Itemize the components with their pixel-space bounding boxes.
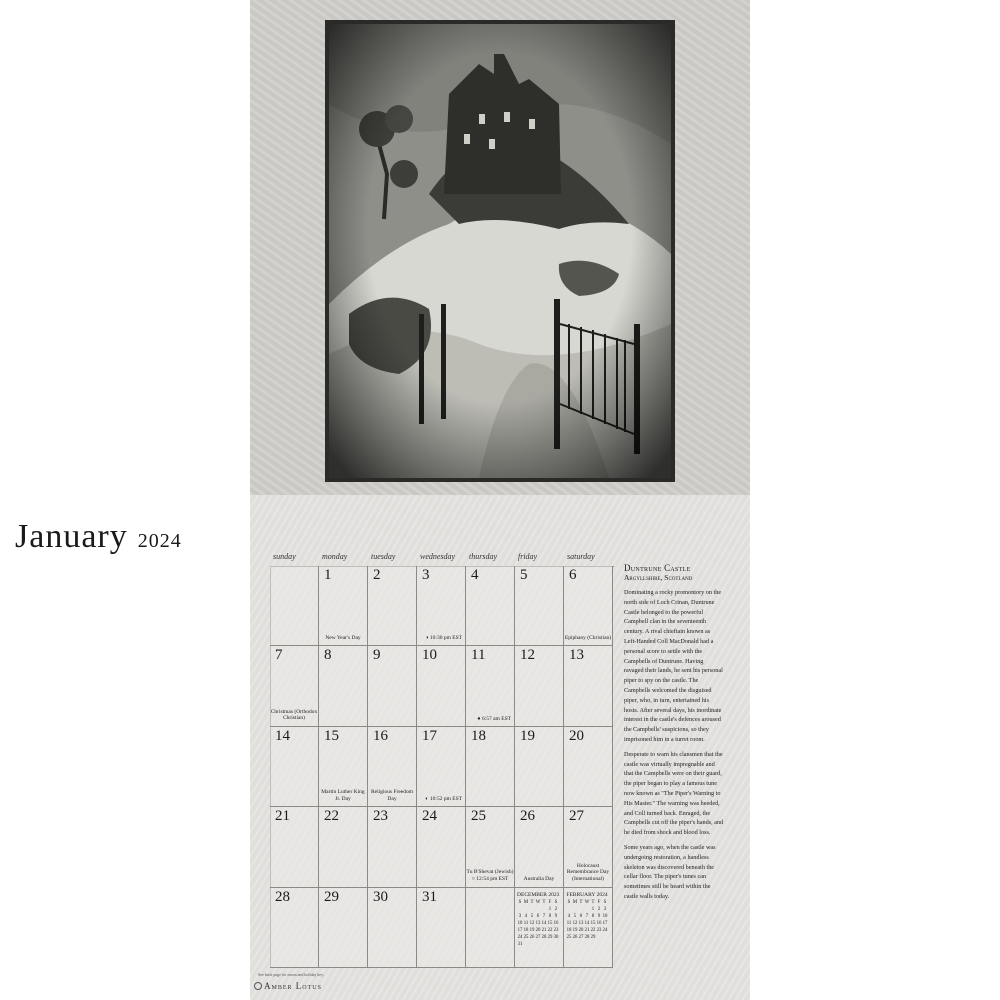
mini-day: 17 bbox=[517, 927, 523, 933]
weekday-label: sunday bbox=[273, 552, 296, 561]
day-cell bbox=[368, 727, 417, 807]
mini-weekday: S bbox=[518, 899, 522, 905]
day-cell bbox=[417, 566, 466, 646]
mini-weekday: M bbox=[572, 899, 578, 905]
lotus-logo-icon bbox=[254, 982, 262, 990]
mini-day: 21 bbox=[541, 927, 547, 933]
month-year: 2024 bbox=[137, 530, 182, 552]
mini-day: 1 bbox=[591, 906, 595, 912]
weekday-label: thursday bbox=[469, 552, 497, 561]
day-number: 17 bbox=[422, 727, 437, 744]
day-number: 9 bbox=[373, 647, 381, 664]
day-number: 4 bbox=[471, 567, 479, 583]
day-number: 16 bbox=[373, 727, 388, 744]
mini-calendar-february bbox=[566, 892, 608, 941]
day-cell bbox=[515, 727, 564, 807]
mini-day: 4 bbox=[567, 913, 571, 919]
day-cell bbox=[417, 646, 466, 726]
day-cell bbox=[564, 566, 613, 646]
mini-weekday: S bbox=[603, 899, 607, 905]
holiday-note: Religious Freedom Day bbox=[370, 789, 413, 802]
mini-day: 20 bbox=[578, 927, 584, 933]
mini-day: 18 bbox=[566, 927, 572, 933]
photo-panel bbox=[250, 0, 750, 495]
weekday-label: wednesday bbox=[420, 552, 456, 561]
mini-day: 15 bbox=[590, 920, 596, 926]
mini-day: 8 bbox=[548, 913, 552, 919]
mini-weekday: W bbox=[584, 899, 590, 905]
calendar-grid bbox=[270, 566, 614, 968]
mini-day: 14 bbox=[541, 920, 547, 926]
mini-day: 28 bbox=[584, 934, 590, 940]
mini-day: 23 bbox=[596, 927, 602, 933]
day-number: 22 bbox=[324, 808, 339, 825]
mini-day: 9 bbox=[554, 913, 558, 919]
mini-day: 25 bbox=[566, 934, 572, 940]
day-number: 21 bbox=[275, 808, 290, 825]
day-cell bbox=[564, 888, 613, 968]
mini-day: 7 bbox=[542, 913, 546, 919]
day-cell bbox=[319, 727, 368, 807]
mini-day: 24 bbox=[517, 934, 523, 940]
day-number: 2 bbox=[373, 567, 381, 583]
day-cell bbox=[466, 646, 515, 726]
castle-photo bbox=[329, 24, 671, 478]
day-cell bbox=[368, 646, 417, 726]
mini-day: 11 bbox=[566, 920, 572, 926]
mini-day: 26 bbox=[529, 934, 535, 940]
mini-day: 11 bbox=[523, 920, 529, 926]
mini-day: 4 bbox=[524, 913, 528, 919]
day-number: 28 bbox=[275, 888, 290, 905]
mini-calendar-december bbox=[517, 892, 559, 948]
mini-day: 23 bbox=[553, 927, 559, 933]
mini-weekday: S bbox=[567, 899, 571, 905]
mini-day: 5 bbox=[573, 913, 577, 919]
mini-day: 20 bbox=[535, 927, 541, 933]
day-number: 1 bbox=[324, 567, 332, 583]
day-number: 3 bbox=[422, 567, 430, 583]
day-cell bbox=[564, 646, 613, 726]
day-cell bbox=[564, 727, 613, 807]
weekday-label: monday bbox=[322, 552, 348, 561]
weekday-header-row bbox=[270, 552, 614, 566]
mini-day: 29 bbox=[547, 934, 553, 940]
day-cell bbox=[368, 807, 417, 887]
day-cell bbox=[466, 727, 515, 807]
day-number: 24 bbox=[422, 808, 437, 825]
day-cell bbox=[515, 566, 564, 646]
mini-day: 24 bbox=[602, 927, 608, 933]
day-cell bbox=[466, 888, 515, 968]
mini-day: 21 bbox=[584, 927, 590, 933]
day-number: 27 bbox=[569, 808, 584, 825]
day-number: 6 bbox=[569, 567, 577, 583]
day-number: 30 bbox=[373, 888, 388, 905]
location-description bbox=[624, 563, 724, 907]
mini-day: 9 bbox=[597, 913, 601, 919]
day-number: 31 bbox=[422, 888, 437, 905]
mini-day: 8 bbox=[591, 913, 595, 919]
mini-day: 18 bbox=[523, 927, 529, 933]
weekday-label: saturday bbox=[567, 552, 595, 561]
day-number: 11 bbox=[471, 647, 486, 664]
mini-day: 12 bbox=[572, 920, 578, 926]
mini-day: 22 bbox=[590, 927, 596, 933]
mini-weekday: F bbox=[548, 899, 552, 905]
holiday-note: Holocaust Remembrance Day (International) bbox=[566, 862, 610, 882]
mini-day: 31 bbox=[517, 941, 523, 947]
mini-day: 10 bbox=[517, 920, 523, 926]
mini-day: 6 bbox=[579, 913, 583, 919]
mini-day: 30 bbox=[553, 934, 559, 940]
mini-day: 29 bbox=[590, 934, 596, 940]
weekday-label: tuesday bbox=[371, 552, 396, 561]
mini-day: 22 bbox=[547, 927, 553, 933]
mini-day: 19 bbox=[572, 927, 578, 933]
day-cell bbox=[515, 646, 564, 726]
mini-day: 27 bbox=[578, 934, 584, 940]
day-cell bbox=[466, 807, 515, 887]
mini-day: 2 bbox=[554, 906, 558, 912]
photo-frame bbox=[325, 20, 675, 482]
mini-day: 10 bbox=[602, 913, 608, 919]
day-cell bbox=[270, 727, 319, 807]
day-cell bbox=[564, 807, 613, 887]
day-number: 25 bbox=[471, 808, 486, 825]
day-cell bbox=[270, 888, 319, 968]
mini-day bbox=[553, 941, 559, 948]
day-cell bbox=[319, 807, 368, 887]
mini-weekday: T bbox=[591, 899, 595, 905]
description-paragraph: Desperate to warn his clansmen that the castle was virtually impregnable and that the Campbells were on their guard, the piper began to play a famous tune now known as "The Piper's Warning to His Master." The warning was heeded, and Coll turned back. Enraged, the Campbells cut off the piper's hands, and he died from shock and blood loss. bbox=[624, 750, 724, 837]
mini-day: 13 bbox=[578, 920, 584, 926]
mini-day: 16 bbox=[596, 920, 602, 926]
mini-day: 16 bbox=[553, 920, 559, 926]
location-subtitle: Argyllshire, Scotland bbox=[624, 573, 693, 582]
mini-day: 12 bbox=[529, 920, 535, 926]
holiday-note: New Year's Day bbox=[325, 634, 361, 641]
day-cell bbox=[319, 888, 368, 968]
mini-weekday: M bbox=[523, 899, 529, 905]
day-cell bbox=[319, 566, 368, 646]
mini-day: 3 bbox=[603, 906, 607, 912]
description-paragraph: Dominating a rocky promontory on the north side of Loch Crinan, Duntrune Castle belonged to the powerful Campbell clan in the seventeenth century. A rival chieftain known as Left-Handed Coll MacDonald had a personal score to settle with the Campbells of Duntrune. Having ravaged their lands, he sent his personal piper to spy on the castle. The Campbells welcomed the disguised piper, who, in turn, entertained his hosts. After several days, his inordinate interest in the castle's defences aroused the Campbells' suspicions, so they imprisoned him in a turret room. bbox=[624, 589, 723, 743]
day-cell bbox=[417, 888, 466, 968]
holiday-note: Australia Day bbox=[523, 875, 555, 882]
day-cell bbox=[368, 566, 417, 646]
day-number: 19 bbox=[520, 727, 535, 744]
day-number: 5 bbox=[520, 567, 528, 583]
mini-day: 7 bbox=[585, 913, 589, 919]
mini-day: 15 bbox=[547, 920, 553, 926]
mini-day: 3 bbox=[518, 913, 522, 919]
day-cell bbox=[466, 566, 515, 646]
day-cell bbox=[270, 807, 319, 887]
mini-day: 5 bbox=[530, 913, 534, 919]
mini-day: 25 bbox=[523, 934, 529, 940]
day-number: 29 bbox=[324, 888, 339, 905]
holiday-note: Christmas (Orthodox Christian) bbox=[270, 708, 318, 722]
day-number: 20 bbox=[569, 727, 584, 744]
mini-weekday: T bbox=[579, 899, 583, 905]
mini-day: 27 bbox=[535, 934, 541, 940]
mini-calendar-title: FEBRUARY 2024 bbox=[566, 891, 608, 898]
location-title: Duntrune Castle bbox=[624, 563, 691, 573]
mini-day: 13 bbox=[535, 920, 541, 926]
mini-weekday: T bbox=[542, 899, 546, 905]
mini-weekday: S bbox=[554, 899, 558, 905]
day-number: 12 bbox=[520, 647, 535, 664]
moon-phase-note: ◐ 10:52 pm EST bbox=[425, 796, 462, 803]
day-cell bbox=[368, 888, 417, 968]
footer-note: See back page for moon and holiday key. bbox=[258, 972, 324, 977]
day-cell bbox=[515, 807, 564, 887]
day-cell bbox=[319, 646, 368, 726]
day-number: 18 bbox=[471, 727, 486, 744]
mini-day: 28 bbox=[541, 934, 547, 940]
moon-phase-note: ● 6:57 am EST bbox=[477, 715, 511, 722]
day-number: 7 bbox=[275, 647, 283, 664]
mini-day: 14 bbox=[584, 920, 590, 926]
day-number: 15 bbox=[324, 727, 339, 744]
day-number: 10 bbox=[422, 647, 437, 664]
mini-day: 17 bbox=[602, 920, 608, 926]
description-paragraph: Some years ago, when the castle was undergoing restoration, a handless skeleton was discovered beneath the cellar floor. The piper's tunes can sometimes still be heard within the castle walls today. bbox=[624, 843, 716, 900]
month-name: January bbox=[15, 518, 128, 555]
holiday-note: Tu B'Shevat (Jewish) ○ 12:54 pm EST bbox=[466, 869, 514, 882]
day-cell bbox=[417, 807, 466, 887]
mini-day: 6 bbox=[536, 913, 540, 919]
brand-name: Amber Lotus bbox=[264, 981, 322, 991]
day-number: 23 bbox=[373, 808, 388, 825]
day-cell bbox=[417, 727, 466, 807]
mini-calendar-title: DECEMBER 2023 bbox=[517, 891, 560, 898]
day-cell bbox=[270, 566, 319, 646]
mini-weekday: F bbox=[597, 899, 601, 905]
mini-day: 2 bbox=[597, 906, 601, 912]
day-number: 13 bbox=[569, 647, 584, 664]
mini-weekday: T bbox=[530, 899, 534, 905]
day-cell bbox=[270, 646, 319, 726]
mini-day: 26 bbox=[572, 934, 578, 940]
mini-day: 19 bbox=[529, 927, 535, 933]
day-number: 26 bbox=[520, 808, 535, 825]
holiday-note: Epiphany (Christian) bbox=[564, 634, 612, 641]
day-number: 8 bbox=[324, 647, 332, 664]
moon-phase-note: ◑ 10:30 pm EST bbox=[425, 635, 462, 642]
mini-day: 1 bbox=[548, 906, 552, 912]
mini-day bbox=[602, 934, 608, 941]
day-cell bbox=[515, 888, 564, 968]
holiday-note: Martin Luther King Jr. Day bbox=[321, 789, 365, 802]
weekday-label: friday bbox=[518, 552, 538, 561]
month-title bbox=[15, 518, 182, 556]
mini-weekday: W bbox=[535, 899, 541, 905]
day-number: 14 bbox=[275, 727, 290, 744]
castle-illustration bbox=[329, 24, 671, 478]
